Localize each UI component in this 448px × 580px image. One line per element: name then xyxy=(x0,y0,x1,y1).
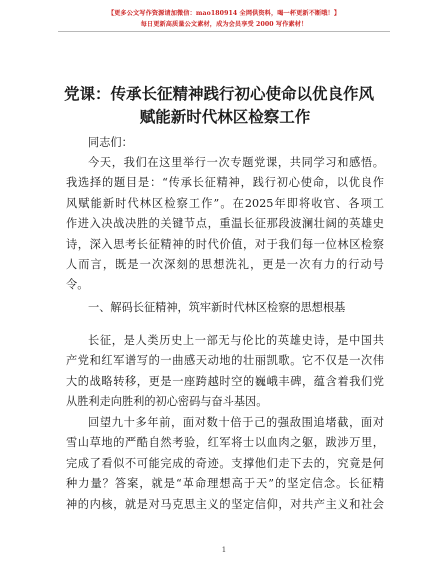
paragraph-line: 种力量？答案，就是“革命理想高于天”的坚定信念。长征精 xyxy=(66,477,384,491)
document-title xyxy=(64,82,386,128)
paragraph-line: 今天，我们在这里举行一次专题党课，共同学习和感悟。 xyxy=(88,156,384,169)
paragraph-line: 雪山草地的严酷自然考验，红军将士以血肉之躯，跋涉万里， xyxy=(66,436,384,450)
header-divider xyxy=(58,31,390,32)
paragraph-line: 人而言，既是一次深刻的思想洗礼，更是一次有力的行动号 xyxy=(66,258,384,272)
document-title-line-1: 党课：传承长征精神践行初心使命以优良作风 xyxy=(64,84,375,103)
document-title-line-2: 赋能新时代林区检察工作 xyxy=(139,107,311,126)
page-number: 1 xyxy=(221,546,227,554)
paragraph-line: 完成了看似不可能完成的奇迹。支撑他们走下去的，究竟是何 xyxy=(66,456,384,470)
paragraph-line: 从胜利走向胜利的初心密码与奋斗基因。 xyxy=(66,395,268,409)
paragraph-line: 大的战略转移，更是一座跨越时空的巍峨丰碑，蕴含着我们党 xyxy=(66,374,384,388)
promo-banner-line-1: 【更多公文写作资源请加微信：mao180914 全网供资料，喝一杯更新不断哦！】 xyxy=(107,10,341,17)
paragraph-line: 风赋能新时代林区检察工作”。在2025年即将收官、各项工 xyxy=(66,196,384,210)
paragraph-line: 作进入决战决胜的关键节点，重温长征那段波澜壮阔的英雄史 xyxy=(66,217,384,231)
paragraph-line: 诗，深入思考长征精神的时代价值，对于我们每一位林区检察 xyxy=(66,237,384,251)
salutation xyxy=(66,133,384,153)
section-heading-1 xyxy=(66,298,384,318)
section-heading-text: 一、解码长征精神，筑牢新时代林区检察的思想根基 xyxy=(88,301,346,314)
paragraph-line: 产党和红军谱写的一曲感天动地的壮丽凯歌。它不仅是一次伟 xyxy=(66,354,384,368)
paragraph-line: 我选择的题目是：“传承长征精神，践行初心使命，以优良作 xyxy=(66,176,384,190)
promo-banner-line-2: 每日更新高质量公文素材，成为会员享受 2000 写作素材！ xyxy=(140,21,308,28)
paragraph-line: 令。 xyxy=(66,278,89,292)
paragraph-line: 神的内核，就是对马克思主义的坚定信仰，对共产主义和社会 xyxy=(66,497,384,511)
paragraph-line: 回望九十多年前，面对数十倍于己的强敌围追堵截，面对 xyxy=(88,416,384,429)
paragraph-faith xyxy=(66,413,384,515)
paragraph-line: 长征，是人类历史上一部无与伦比的英雄史诗，是中国共 xyxy=(88,334,384,347)
paragraph-long-march xyxy=(66,331,384,413)
salutation-text: 同志们： xyxy=(88,136,133,149)
paragraph-intro xyxy=(66,153,384,296)
